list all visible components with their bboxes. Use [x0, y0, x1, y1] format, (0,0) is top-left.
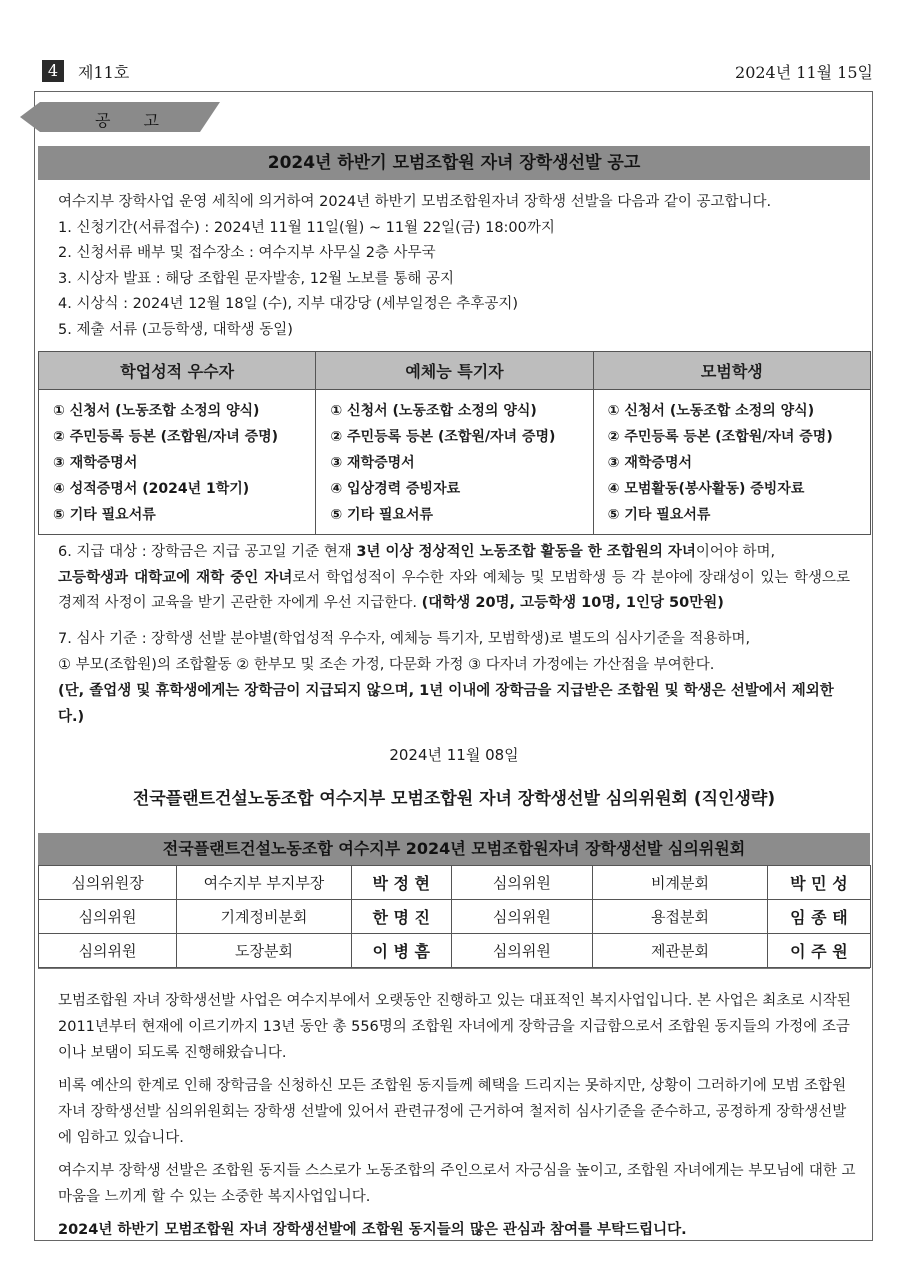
intro-line: 5. 제출 서류 (고등학생, 대학생 동일): [58, 321, 293, 338]
intro-line: 3. 시상자 발표 : 해당 조합원 문자발송, 12월 노보를 통해 공지: [58, 270, 455, 287]
criteria-note: (단, 졸업생 및 휴학생에게는 장학금이 지급되지 않으며, 1년 이내에 장학금을 지급받은 조합원 및 학생은 선발에서 제외한다.): [58, 683, 834, 725]
criteria-paragraph: [58, 626, 850, 730]
closing-paragraph: 모범조합원 자녀 장학생선발 사업은 여수지부에서 오랫동안 진행하고 있는 대표적인 복지사업입니다. 본 사업은 최초로 시작된 2011년부터 현재에 이르기까지 13년 동안 총 556명의 조합원 자녀에게 장학금을 지급함으로서 조합원 동지들의 가정에 조금이나 보탬이 되도록 진행해왔습니다.: [58, 993, 851, 1061]
sign-date: 2024년 11월 08일: [389, 746, 519, 764]
document-item: ① 신청서 (노동조합 소정의 양식): [330, 403, 537, 419]
documents-column-header: 학업성적 우수자: [39, 352, 316, 390]
document-item: ④ 입상경력 증빙자료: [330, 481, 461, 497]
text-run: 이어야 하며,: [695, 544, 776, 560]
criteria-line: ① 부모(조합원)의 조합활동 ② 한부모 및 조손 가정, 다문화 가정 ③ 다자녀 가정에는 가산점을 부여한다.: [58, 657, 715, 673]
committee-unit: 기계정비분회: [177, 900, 352, 934]
publish-date: 2024년 11월 15일: [735, 63, 873, 82]
document-item: ③ 재학증명서: [607, 455, 693, 471]
closing-paragraph: 여수지부 장학생 선발은 조합원 동지들 스스로가 노동조합의 주인으로서 자긍심을 높이고, 조합원 자녀에게는 부모님에 대한 고마움을 느끼게 할 수 있는 소중한 복지사업입니다.: [58, 1163, 856, 1205]
text-run: 6. 지급 대상 : 장학금은 지급 공고일 기준 현재: [58, 544, 357, 560]
documents-table: [38, 351, 871, 535]
committee-role: 심의위원: [451, 900, 592, 934]
document-item: ③ 재학증명서: [330, 455, 415, 471]
document-item: ④ 모범활동(봉사활동) 증빙자료: [607, 481, 805, 497]
table-row: [39, 866, 871, 900]
document-item: ④ 성적증명서 (2024년 1학기): [53, 481, 250, 497]
text-run-bold: 3년 이상 정상적인 노동조합 활동을 한 조합원의 자녀: [356, 544, 696, 560]
document-item: ③ 재학증명서: [53, 455, 138, 471]
eligibility-paragraph: [58, 540, 850, 617]
committee-member-name: 박 민 성: [767, 866, 870, 900]
documents-column-header: 모범학생: [593, 352, 870, 390]
document-item: ⑤ 기타 필요서류: [53, 507, 156, 523]
table-row: [39, 900, 871, 934]
intro-line: 여수지부 장학사업 운영 세칙에 의거하여 2024년 하반기 모범조합원자녀 장학생 선발을 다음과 같이 공고합니다.: [58, 194, 772, 210]
closing-text: [58, 988, 858, 1250]
committee-member-name: 이 병 흠: [351, 934, 451, 968]
signer: 전국플랜트건설노동조합 여수지부 모범조합원 자녀 장학생선발 심의위원회 (직인생략): [132, 789, 776, 809]
document-item: ② 주민등록 등본 (조합원/자녀 증명): [53, 429, 279, 445]
closing-paragraph: 비록 예산의 한계로 인해 장학금을 신청하신 모든 조합원 동지들께 혜택을 드리지는 못하지만, 상황이 그러하기에 모범 조합원 자녀 장학생선발 심의위원회는 장학생 선발에 있어서 관련규정에 근거하여 철저히 심사기준을 준수하고, 공정하게 장학생선발에 임하고 있습니다.: [58, 1078, 847, 1146]
committee-unit: 용접분회: [593, 900, 768, 934]
intro-line: 2. 신청서류 배부 및 접수장소 : 여수지부 사무실 2층 사무국: [58, 245, 436, 261]
notice-intro: [58, 190, 858, 343]
page-header: [40, 56, 873, 86]
intro-line: 1. 신청기간(서류접수) : 2024년 11월 11일(월) ~ 11월 22일(금) 18:00까지: [58, 219, 555, 236]
documents-cell: [39, 390, 316, 535]
committee-role: 심의위원: [39, 934, 177, 968]
committee-role: 심의위원: [451, 934, 592, 968]
committee-unit: 도장분회: [177, 934, 352, 968]
criteria-line: 7. 심사 기준 : 장학생 선발 분야별(학업성적 우수자, 예체능 특기자, 모범학생)로 별도의 심사기준을 적용하며,: [58, 631, 751, 647]
documents-column-header: 예체능 특기자: [316, 352, 593, 390]
text-run-bold: (대학생 20명, 고등학생 10명, 1인당 50만원): [421, 595, 724, 611]
document-item: ⑤ 기타 필요서류: [330, 507, 434, 523]
section-tab-label: 공 고: [95, 111, 173, 130]
closing-paragraph: 2024년 하반기 모범조합원 자녀 장학생선발에 조합원 동지들의 많은 관심과 참여를 부탁드립니다.: [58, 1222, 687, 1238]
committee-unit: 비계분회: [593, 866, 768, 900]
committee-role: 심의위원장: [39, 866, 177, 900]
committee-member-name: 임 종 태: [767, 900, 870, 934]
text-run: 로서 학업성적이 우수한 자와 예체능 및 모범학생 등 각 분야에 장래성이 있는 학생으로 경제적 사정이 교육을 받기 곤란한 자에게 우선 지급한다.: [58, 569, 851, 611]
committee-unit: 제관분회: [593, 934, 768, 968]
document-item: ① 신청서 (노동조합 소정의 양식): [53, 403, 260, 419]
committee-unit: 여수지부 부지부장: [177, 866, 352, 900]
page-number: 4: [42, 60, 64, 82]
committee-member-name: 이 주 원: [767, 934, 870, 968]
document-item: ② 주민등록 등본 (조합원/자녀 증명): [607, 429, 833, 445]
text-run-bold: 고등학생과 대학교에 재학 중인 자녀: [58, 569, 293, 586]
committee-role: 심의위원: [39, 900, 177, 934]
committee-member-name: 한 명 진: [351, 900, 451, 934]
committee-table: [38, 865, 871, 968]
issue-number: 제11호: [78, 63, 130, 82]
documents-cell: [316, 390, 593, 535]
divider: [38, 968, 870, 969]
document-item: ① 신청서 (노동조합 소정의 양식): [607, 403, 815, 419]
documents-cell: [593, 390, 870, 535]
table-row: [39, 934, 871, 968]
committee-member-name: 박 정 현: [351, 866, 451, 900]
committee-role: 심의위원: [451, 866, 592, 900]
document-item: ⑤ 기타 필요서류: [607, 507, 711, 523]
intro-line: 4. 시상식 : 2024년 12월 18일 (수), 지부 대강당 (세부일정은 추후공지): [58, 296, 518, 312]
committee-title: 전국플랜트건설노동조합 여수지부 2024년 모범조합원자녀 장학생선발 심의위원회: [38, 833, 870, 865]
notice-title: 2024년 하반기 모범조합원 자녀 장학생선발 공고: [38, 146, 870, 180]
document-item: ② 주민등록 등본 (조합원/자녀 증명): [330, 429, 556, 445]
